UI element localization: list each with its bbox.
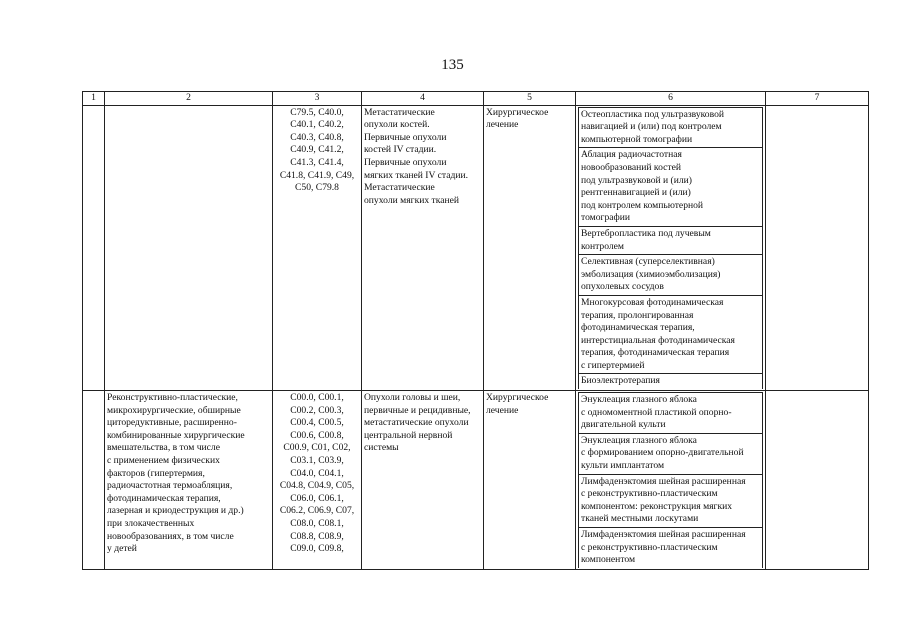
cell-number	[83, 105, 105, 390]
cell-treatment-type	[484, 105, 576, 390]
patient-model-line: Первичные опухоли	[364, 156, 447, 168]
care-type-line: Реконструктивно-пластические,	[107, 392, 238, 404]
method-item	[579, 148, 763, 227]
icd-code-line: C41.8, C41.9, C49,	[279, 169, 355, 181]
care-type-line: у детей	[107, 543, 137, 555]
cell-care-type	[105, 105, 273, 390]
method-item	[579, 528, 763, 568]
cell-cost	[766, 105, 869, 390]
header-col-1: 1	[83, 92, 105, 106]
method-line: тканей местными лоскутами	[581, 513, 699, 525]
icd-code-line: C79.5, C40.0,	[290, 106, 344, 118]
method-line: эмболизация (химиоэмболизация)	[581, 268, 721, 280]
method-line: Селективная (суперселективная)	[581, 256, 715, 268]
care-type-line: радиочастотная термоабляция,	[107, 480, 233, 492]
methods-list	[578, 107, 763, 389]
treatment-type-line: Хирургическое	[486, 106, 549, 118]
method-line: томографии	[581, 212, 631, 224]
icd-code-line: C40.9, C41.2,	[290, 144, 344, 156]
icd-code-line: C09.0, C09.8,	[290, 543, 344, 555]
method-item	[579, 374, 763, 389]
cell-icd-codes	[273, 105, 362, 390]
header-col-6: 6	[576, 92, 766, 106]
method-line: Лимфаденэктомия шейная расширенная	[581, 529, 746, 540]
method-line: интерстициальная фотодинамическая	[581, 334, 735, 346]
method-line: Аблация радиочастотная	[581, 149, 682, 161]
patient-model-line: костей IV стадии.	[364, 144, 437, 156]
method-line: культи имплантатом	[581, 460, 665, 472]
method-item	[579, 295, 763, 374]
header-col-5: 5	[484, 92, 576, 106]
method-line: с реконструктивно-пластическим	[581, 541, 718, 553]
icd-code-line: C00.9, C01, C02,	[283, 442, 351, 454]
icd-code-line: C06.2, C06.9, C07,	[279, 505, 355, 517]
icd-code-line: C08.0, C08.1,	[290, 518, 344, 529]
patient-model-line: Метастатические	[364, 182, 435, 194]
method-line: компонентом	[581, 554, 636, 566]
method-line: навигацией и (или) под контролем	[581, 121, 722, 133]
method-item	[579, 107, 763, 148]
method-line: новообразований костей	[581, 161, 681, 173]
care-type-line: комбинированные хирургические	[107, 429, 245, 441]
patient-model-line: системы	[364, 442, 399, 454]
method-item	[579, 255, 763, 296]
method-item	[579, 393, 763, 434]
methods-list	[578, 392, 763, 568]
patient-model-line: первичные и рецидивные,	[364, 404, 471, 416]
method-item	[579, 474, 763, 527]
cell-number	[83, 391, 105, 570]
icd-code-line: C06.0, C06.1,	[290, 492, 344, 504]
cell-cost	[766, 391, 869, 570]
method-line: Биоэлектротерапия	[581, 375, 660, 387]
care-type-line: микрохирургические, обширные	[107, 404, 241, 416]
patient-model-line: Первичные опухоли	[364, 131, 447, 143]
care-type-line: с применением физических	[107, 455, 220, 467]
care-type-line: факторов (гипертермия,	[107, 467, 205, 479]
header-col-4: 4	[362, 92, 484, 106]
icd-code-line: C40.3, C40.8,	[290, 131, 344, 143]
method-item	[579, 433, 763, 474]
header-col-3: 3	[273, 92, 362, 106]
method-line: рентгеннавигацией и (или)	[581, 187, 691, 199]
method-line: Вертебропластика под лучевым	[581, 227, 711, 239]
method-line: компьютерной томографии	[581, 133, 693, 145]
cell-icd-codes	[273, 391, 362, 570]
cell-patient-model	[362, 105, 484, 390]
method-line: с формированием опорно-двигательной	[581, 447, 744, 459]
patient-model-line: опухоли костей.	[364, 119, 430, 131]
page-number: 135	[441, 57, 464, 73]
patient-model-line: Метастатические	[364, 106, 435, 118]
icd-code-line: C00.4, C00.5,	[290, 417, 344, 429]
icd-code-line: C03.1, C03.9,	[290, 455, 344, 467]
table-row	[83, 105, 869, 390]
cell-methods	[576, 391, 766, 570]
procedures-table	[82, 91, 869, 570]
table-row	[83, 391, 869, 570]
method-item	[579, 226, 763, 254]
method-line: Остеопластика под ультразвуковой	[581, 108, 724, 120]
method-line: опухолевых сосудов	[581, 281, 664, 293]
patient-model-line: мягких тканей IV стадии.	[364, 169, 469, 181]
patient-model-line: метастатические опухоли	[364, 417, 469, 429]
icd-code-line: C00.2, C00.3,	[290, 404, 344, 416]
icd-code-line: C00.6, C00.8,	[290, 429, 344, 441]
method-line: двигательной культи	[581, 419, 666, 431]
cell-care-type	[105, 391, 273, 570]
method-line: компонентом: реконструкция мягких	[581, 500, 733, 512]
method-line: с реконструктивно-пластическим	[581, 488, 718, 500]
icd-code-line: C08.8, C08.9,	[290, 530, 344, 542]
method-line: под ультразвуковой и (или)	[581, 174, 693, 186]
method-line: с гипертермией	[581, 359, 645, 371]
method-line: с одномоментной пластикой опорно-	[581, 406, 732, 418]
method-line: терапия, фотодинамическая терапия	[581, 347, 730, 359]
method-line: Лимфаденэктомия шейная расширенная	[581, 475, 746, 487]
care-type-line: фотодинамическая терапия,	[107, 492, 221, 504]
header-col-7: 7	[766, 92, 869, 106]
icd-code-line: C41.3, C41.4,	[290, 156, 344, 168]
method-line: Энуклеация глазного яблока	[581, 434, 697, 446]
care-type-line: новообразованиях, в том числе	[107, 530, 234, 542]
header-row	[83, 92, 869, 106]
icd-code-line: C40.1, C40.2,	[290, 119, 344, 131]
treatment-type-line: лечение	[486, 119, 519, 131]
method-line: под контролем компьютерной	[581, 199, 704, 211]
patient-model-line: опухоли мягких тканей	[364, 194, 460, 206]
icd-code-line: C50, C79.8	[295, 182, 339, 194]
cell-treatment-type	[484, 391, 576, 570]
care-type-line: лазерная и криодеструкция и др.)	[107, 505, 244, 517]
method-line: фотодинамическая терапия,	[581, 322, 695, 334]
icd-code-line: C04.0, C04.1,	[290, 467, 344, 479]
method-line: терапия, пролонгированная	[581, 309, 694, 321]
care-type-line: вмешательства, в том числе	[107, 442, 220, 454]
method-line: Многокурсовая фотодинамическая	[581, 296, 724, 308]
method-line: контролем	[581, 240, 624, 252]
care-type-line: циторедуктивные, расширенно-	[107, 417, 237, 429]
treatment-type-line: Хирургическое	[486, 392, 549, 404]
header-col-2: 2	[105, 92, 273, 106]
treatment-type-line: лечение	[486, 404, 519, 416]
method-line: Энуклеация глазного яблока	[581, 394, 697, 406]
icd-code-line: C04.8, C04.9, C05,	[279, 480, 355, 492]
cell-patient-model	[362, 391, 484, 570]
care-type-line: при злокачественных	[107, 518, 195, 529]
patient-model-line: центральной нервной	[364, 429, 453, 441]
patient-model-line: Опухоли головы и шеи,	[364, 392, 461, 404]
cell-methods	[576, 105, 766, 390]
icd-code-line: C00.0, C00.1,	[290, 392, 344, 404]
